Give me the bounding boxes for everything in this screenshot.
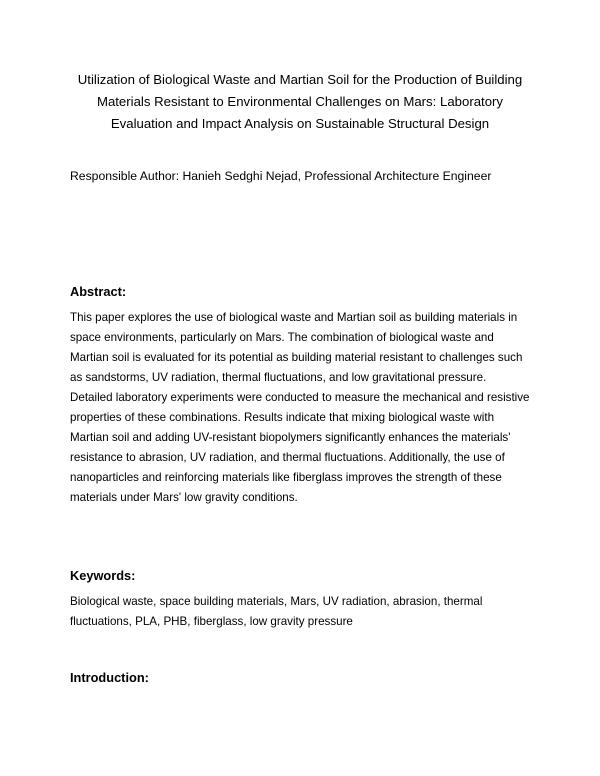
paper-title: Utilization of Biological Waste and Martian Soil for the Production of Building Materials Resistant to Environmental Challenges on Mars: Laboratory Evaluation and Impact Analysis on Sustainable Structural Design [77,72,523,131]
introduction-heading: Introduction: [70,670,149,685]
keywords-text: Biological waste, space building materials, Mars, UV radiation, abrasion, thermal fluctuations, PLA, PHB, fiberglass, low gravity pressure [70,595,483,628]
author-line: Responsible Author: Hanieh Sedghi Nejad, Professional Architecture Engineer [70,169,492,183]
keywords-heading: Keywords: [70,568,136,583]
abstract-heading: Abstract: [70,284,127,299]
abstract-text: This paper explores the use of biological waste and Martian soil as building materials in space environments, particularly on Mars. The combination of biological waste and Martian soil is evaluated for its potential as building material resistant to challenges such as sandstorms, UV radiation, thermal fluctuations, and low gravitational pressure. Detailed laboratory experiments were conducted to measure the mechanical and resistive properties of these combinations. Results indicate that mixing biological waste with Martian soil and adding UV-resistant biopolymers significantly enhances the materials' resistance to abrasion, UV radiation, and thermal fluctuations. Additionally, the use of nanoparticles and reinforcing materials like fiberglass improves the strength of these materials under Mars' low gravity conditions. [70,311,530,504]
